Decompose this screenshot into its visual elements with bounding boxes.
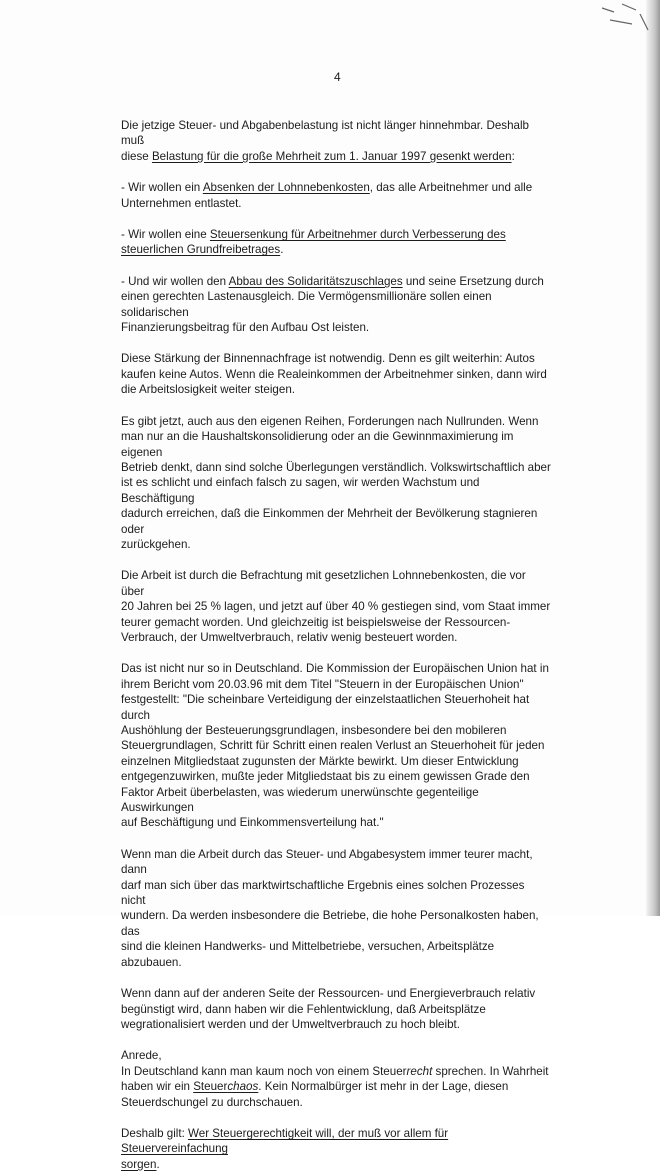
paragraph-gap: [121, 552, 551, 568]
scan-speckle-mark: [592, 0, 652, 40]
text-line: Steuergrundlagen, Schritt für Schritt einen realen Verlust an Steuerhoheit für jeden: [121, 739, 545, 753]
text-line: Verbrauch, der Umweltverbrauch, relativ wenig besteuert worden.: [121, 630, 458, 644]
paragraph: [121, 351, 551, 397]
text-line: Das ist nicht nur so in Deutschland. Die Kommission der Europäischen Union hat in: [121, 662, 549, 676]
text-line: man nur an die Haushaltskonsolidierung oder an die Gewinnmaximierung im eigenen: [121, 430, 514, 459]
text-line: kaufen keine Autos. Wenn die Realeinkommen der Arbeitnehmer sinken, dann wird: [121, 367, 547, 381]
text-line: die Arbeitslosigkeit weiter steigen.: [121, 383, 295, 397]
text-line: Es gibt jetzt, auch aus den eigenen Reihen, Forderungen nach Nullrunden. Wenn: [121, 414, 539, 428]
text-line: wegrationalisiert werden und der Umweltverbrauch zu hoch bleibt.: [121, 1017, 460, 1031]
paragraph-gap: [121, 398, 551, 414]
paragraph-gap: [121, 335, 551, 351]
paragraph-gap: [121, 970, 551, 986]
text-line: begünstigt wird, dann haben wir die Fehlentwicklung, daß Arbeitsplätze: [121, 1002, 486, 1016]
page-number: 4: [334, 70, 341, 84]
paragraph-gap: [121, 1110, 551, 1126]
body-text: [121, 118, 551, 1172]
text-line: zurückgehen.: [121, 537, 191, 551]
paragraph-gap: [121, 164, 551, 180]
text-line: ist es schlicht und einfach falsch zu sagen, wir werden Wachstum und Beschäftigung: [121, 476, 480, 505]
underlined-text: sorgen: [121, 1157, 157, 1171]
paragraph: [121, 180, 551, 211]
paragraph-gap: [121, 1032, 551, 1048]
text-line: Deshalb gilt: Wer Steuergerechtigkeit will, der muß vor allem für Steuervereinfachung: [121, 1126, 449, 1156]
paragraph: [121, 661, 551, 830]
text-line: einen gerechten Lastenausgleich. Die Vermögensmillionäre sollen einen solidarischen: [121, 290, 492, 319]
text-line: Anrede,: [121, 1049, 162, 1063]
underlined-text: steuerlichen Grundfreibetrages: [121, 243, 281, 257]
paragraph: [121, 1126, 551, 1172]
text-line: darf man sich über das marktwirtschaftliche Ergebnis eines solchen Prozesses nicht: [121, 878, 525, 908]
text-line: Die Arbeit ist durch die Befrachtung mit gesetzlichen Lohnnebenkosten, die vor über: [121, 569, 526, 598]
paragraph-gap: [121, 258, 551, 274]
text-line: In Deutschland kann man kaum noch von einem Steuerrecht sprechen. In Wahrheit: [121, 1064, 549, 1078]
paragraph: [121, 227, 551, 258]
text-line: auf Beschäftigung und Einkommensverteilung hat.": [121, 816, 384, 830]
paragraph-gap: [121, 831, 551, 847]
text-line: - Und wir wollen den Abbau des Solidaritätszuschlages und seine Ersetzung durch: [121, 274, 544, 288]
text-line: Diese Stärkung der Binnennachfrage ist notwendig. Denn es gilt weiterhin: Autos: [121, 352, 535, 366]
paragraph: [121, 568, 551, 645]
text-line: 20 Jahren bei 25 % lagen, und jetzt auf über 40 % gestiegen sind, vom Staat immer: [121, 600, 551, 614]
paragraph-gap: [121, 645, 551, 661]
text-line: - Wir wollen ein Absenken der Lohnnebenkosten, das alle Arbeitnehmer und alle: [121, 181, 533, 195]
text-line: dadurch erreichen, daß die Einkommen der Mehrheit der Bevölkerung stagnieren oder: [121, 507, 538, 536]
paragraph: [121, 414, 551, 553]
text-line: entgegenzuwirken, mußte jeder Mitgliedstaat bis zu einem gewissen Grade den: [121, 770, 530, 784]
underlined-text: Absenken der Lohnnebenkosten: [202, 181, 370, 195]
text-line: Wenn man die Arbeit durch das Steuer- und Abgabesystem immer teurer macht, dann: [121, 847, 533, 877]
text-line: Betrieb denkt, dann sind solche Überlegungen verständlich. Volkswirtschaftlich aber: [121, 460, 551, 474]
text-line: Wenn dann auf der anderen Seite der Ressourcen- und Energieverbrauch relativ: [121, 987, 536, 1001]
text-line: Aushöhlung der Besteuerungsgrundlagen, insbesondere bei den mobileren: [121, 724, 507, 737]
underlined-text: Steuersenkung für Arbeitnehmer durch Verbesserung des: [209, 228, 506, 242]
underlined-text: Belastung für die große Mehrheit zum 1. Januar 1997 gesenkt werden: [151, 149, 512, 163]
text-line: Unternehmen entlastet.: [121, 196, 242, 210]
text-line: haben wir ein Steuerchaos. Kein Normalbürger ist mehr in der Lage, diesen: [121, 1080, 509, 1094]
paragraph: [121, 1048, 551, 1110]
text-line: teurer gemacht worden. Und gleichzeitig ist beispielsweise der Ressourcen-: [121, 615, 511, 629]
text-line: Steuerdschungel zu durchschauen.: [121, 1095, 303, 1109]
text-line: sind die kleinen Handwerks- und Mittelbetriebe, versuchen, Arbeitsplätze abzubauen.: [121, 940, 495, 969]
text-line: steuerlichen Grundfreibetrages.: [121, 243, 284, 257]
paragraph: [121, 274, 551, 336]
underlined-text: Abbau des Solidaritätszuschlages: [228, 274, 403, 288]
underlined-text: Steuerchaos: [193, 1080, 259, 1094]
text-line: Faktor Arbeit überbelasten, was wiederum unerwünschte gegenteilige Auswirkungen: [121, 785, 479, 815]
underlined-text: Wer Steuergerechtigkeit will, der muß vor allem für Steuervereinfachung: [121, 1126, 449, 1156]
paragraph: [121, 986, 551, 1032]
text-line: festgestellt: "Die scheinbare Verteidigung der einzelstaatlichen Steuerhoheit hat durch: [121, 693, 530, 722]
text-line: Die jetzige Steuer- und Abgabenbelastung ist nicht länger hinnehmbar. Deshalb muß: [121, 119, 529, 148]
text-line: Finanzierungsbeitrag für den Aufbau Ost leisten.: [121, 321, 370, 335]
italic-text: chaos: [227, 1080, 259, 1094]
text-line: einzelnen Mitgliedstaat zugunsten der Märkte bewirkt. Um dieser Entwicklung: [121, 754, 519, 768]
text-line: wundern. Da werden insbesondere die Betriebe, die hohe Personalkosten haben, das: [121, 909, 539, 938]
italic-text: recht: [406, 1064, 433, 1078]
paragraph-gap: [121, 211, 551, 227]
text-line: ihrem Bericht vom 20.03.96 mit dem Titel "Steuern in der Europäischen Union": [121, 677, 524, 691]
paragraph: [121, 118, 551, 164]
scan-shadow-edge: [646, 0, 660, 916]
text-line: - Wir wollen eine Steuersenkung für Arbeitnehmer durch Verbesserung des: [121, 228, 506, 242]
paragraph: [121, 847, 551, 970]
text-line: sorgen.: [121, 1157, 160, 1171]
text-line: diese Belastung für die große Mehrheit zum 1. Januar 1997 gesenkt werden:: [121, 149, 515, 163]
